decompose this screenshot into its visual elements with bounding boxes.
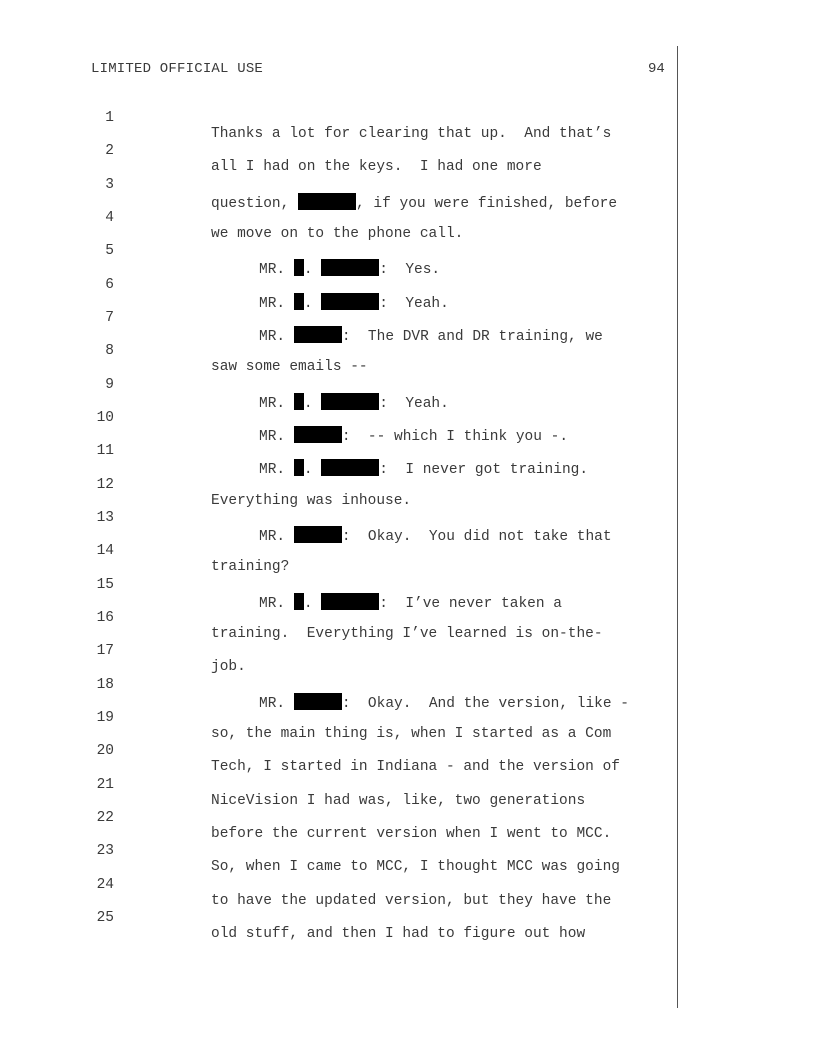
transcript-line (0, 827, 680, 875)
line-number: 21 (96, 777, 114, 793)
line-text-part: : I’ve never taken a (379, 596, 562, 612)
line-text: before the current version when I went to MCC. (211, 826, 612, 842)
classification-header: LIMITED OFFICIAL USE (91, 61, 264, 77)
line-text: job. (211, 659, 246, 675)
line-number: 12 (96, 477, 114, 493)
line-text: So, when I came to MCC, I thought MCC was going (211, 859, 620, 875)
transcript-line (0, 161, 680, 212)
line-number: 22 (96, 810, 114, 826)
line-number: 1 (105, 110, 114, 126)
line-text: to have the updated version, but they have the (211, 893, 612, 909)
transcript-line (0, 694, 680, 742)
transcript-line (0, 94, 680, 142)
line-text: MR. . : Yeah. (259, 293, 449, 312)
line-number: 16 (96, 610, 114, 626)
line-text-part: : I never got training. (379, 462, 589, 478)
line-text: training. Everything I’ve learned is on-the- (211, 626, 603, 642)
transcript-line (0, 194, 680, 242)
speaker-label: MR. (259, 396, 286, 412)
speaker-label: MR. (259, 596, 286, 612)
line-text-part: question, (211, 196, 299, 212)
line-text: Tech, I started in Indiana - and the version of (211, 759, 620, 775)
transcript-line (0, 594, 680, 642)
line-number: 8 (105, 343, 114, 359)
speaker-label: MR. (259, 262, 286, 278)
line-text-part: : Okay. And the version, like - (341, 696, 629, 712)
transcript-line (0, 127, 680, 175)
line-number: 5 (105, 243, 114, 259)
line-number: 10 (96, 410, 114, 426)
transcript-line (0, 861, 680, 909)
line-text: Thanks a lot for clearing that up. And that’s (211, 126, 612, 142)
line-text-part: , if you were finished, before (356, 196, 618, 212)
speaker-label: MR. (259, 462, 286, 478)
transcript-line (0, 794, 680, 842)
speaker-label: MR. (259, 696, 286, 712)
line-number: 13 (96, 510, 114, 526)
line-text: MR. . : I never got training. (259, 459, 588, 478)
line-number: 18 (96, 677, 114, 693)
line-number: 2 (105, 143, 114, 159)
transcript-line (0, 427, 680, 478)
line-text: all I had on the keys. I had one more (211, 159, 542, 175)
line-text-part: : Yeah. (379, 296, 449, 312)
line-number: 11 (96, 443, 114, 459)
transcript-line (0, 727, 680, 775)
line-number: 24 (96, 877, 114, 893)
page-number: 94 (648, 61, 665, 77)
transcript-line (0, 361, 680, 412)
line-text-part: : -- which I think you -. (341, 429, 569, 445)
line-text: Everything was inhouse. (211, 493, 412, 509)
line-text: so, the main thing is, when I started as a Com (211, 726, 612, 742)
speaker-label: MR. (259, 429, 286, 445)
line-text: training? (211, 559, 290, 575)
line-number: 3 (105, 177, 114, 193)
line-text: NiceVision I had was, like, two generations (211, 793, 586, 809)
line-text: MR. . : Yeah. (259, 393, 449, 412)
transcript-line (0, 461, 680, 509)
line-number: 20 (96, 743, 114, 759)
line-number: 14 (96, 543, 114, 559)
line-text-part: : Yeah. (379, 396, 449, 412)
line-number: 6 (105, 277, 114, 293)
transcript-line (0, 227, 680, 278)
transcript-line (0, 394, 680, 445)
transcript-line (0, 561, 680, 612)
line-text-part: : Okay. You did not take that (341, 529, 612, 545)
line-text-part: : Yes. (379, 262, 441, 278)
line-text-part: : The DVR and DR training, we (341, 329, 603, 345)
line-number: 17 (96, 643, 114, 659)
transcript-line (0, 627, 680, 675)
line-number: 7 (105, 310, 114, 326)
transcript-line (0, 761, 680, 809)
transcript-line (0, 661, 680, 712)
line-text: MR. . : Yes. (259, 259, 440, 278)
transcript-line (0, 261, 680, 312)
line-text: MR. . : I’ve never taken a (259, 593, 562, 612)
transcript-line (0, 527, 680, 575)
transcript-line (0, 494, 680, 545)
line-number: 23 (96, 843, 114, 859)
line-number: 19 (96, 710, 114, 726)
transcript-line (0, 894, 680, 942)
line-number: 25 (96, 910, 114, 926)
line-text: we move on to the phone call. (211, 226, 464, 242)
line-number: 4 (105, 210, 114, 226)
line-text: old stuff, and then I had to figure out how (211, 926, 586, 942)
speaker-label: MR. (259, 529, 286, 545)
line-number: 9 (105, 377, 114, 393)
line-text: saw some emails -- (211, 359, 368, 375)
transcript-line (0, 327, 680, 375)
speaker-label: MR. (259, 296, 286, 312)
speaker-label: MR. (259, 329, 286, 345)
transcript-line (0, 294, 680, 345)
line-number: 15 (96, 577, 114, 593)
